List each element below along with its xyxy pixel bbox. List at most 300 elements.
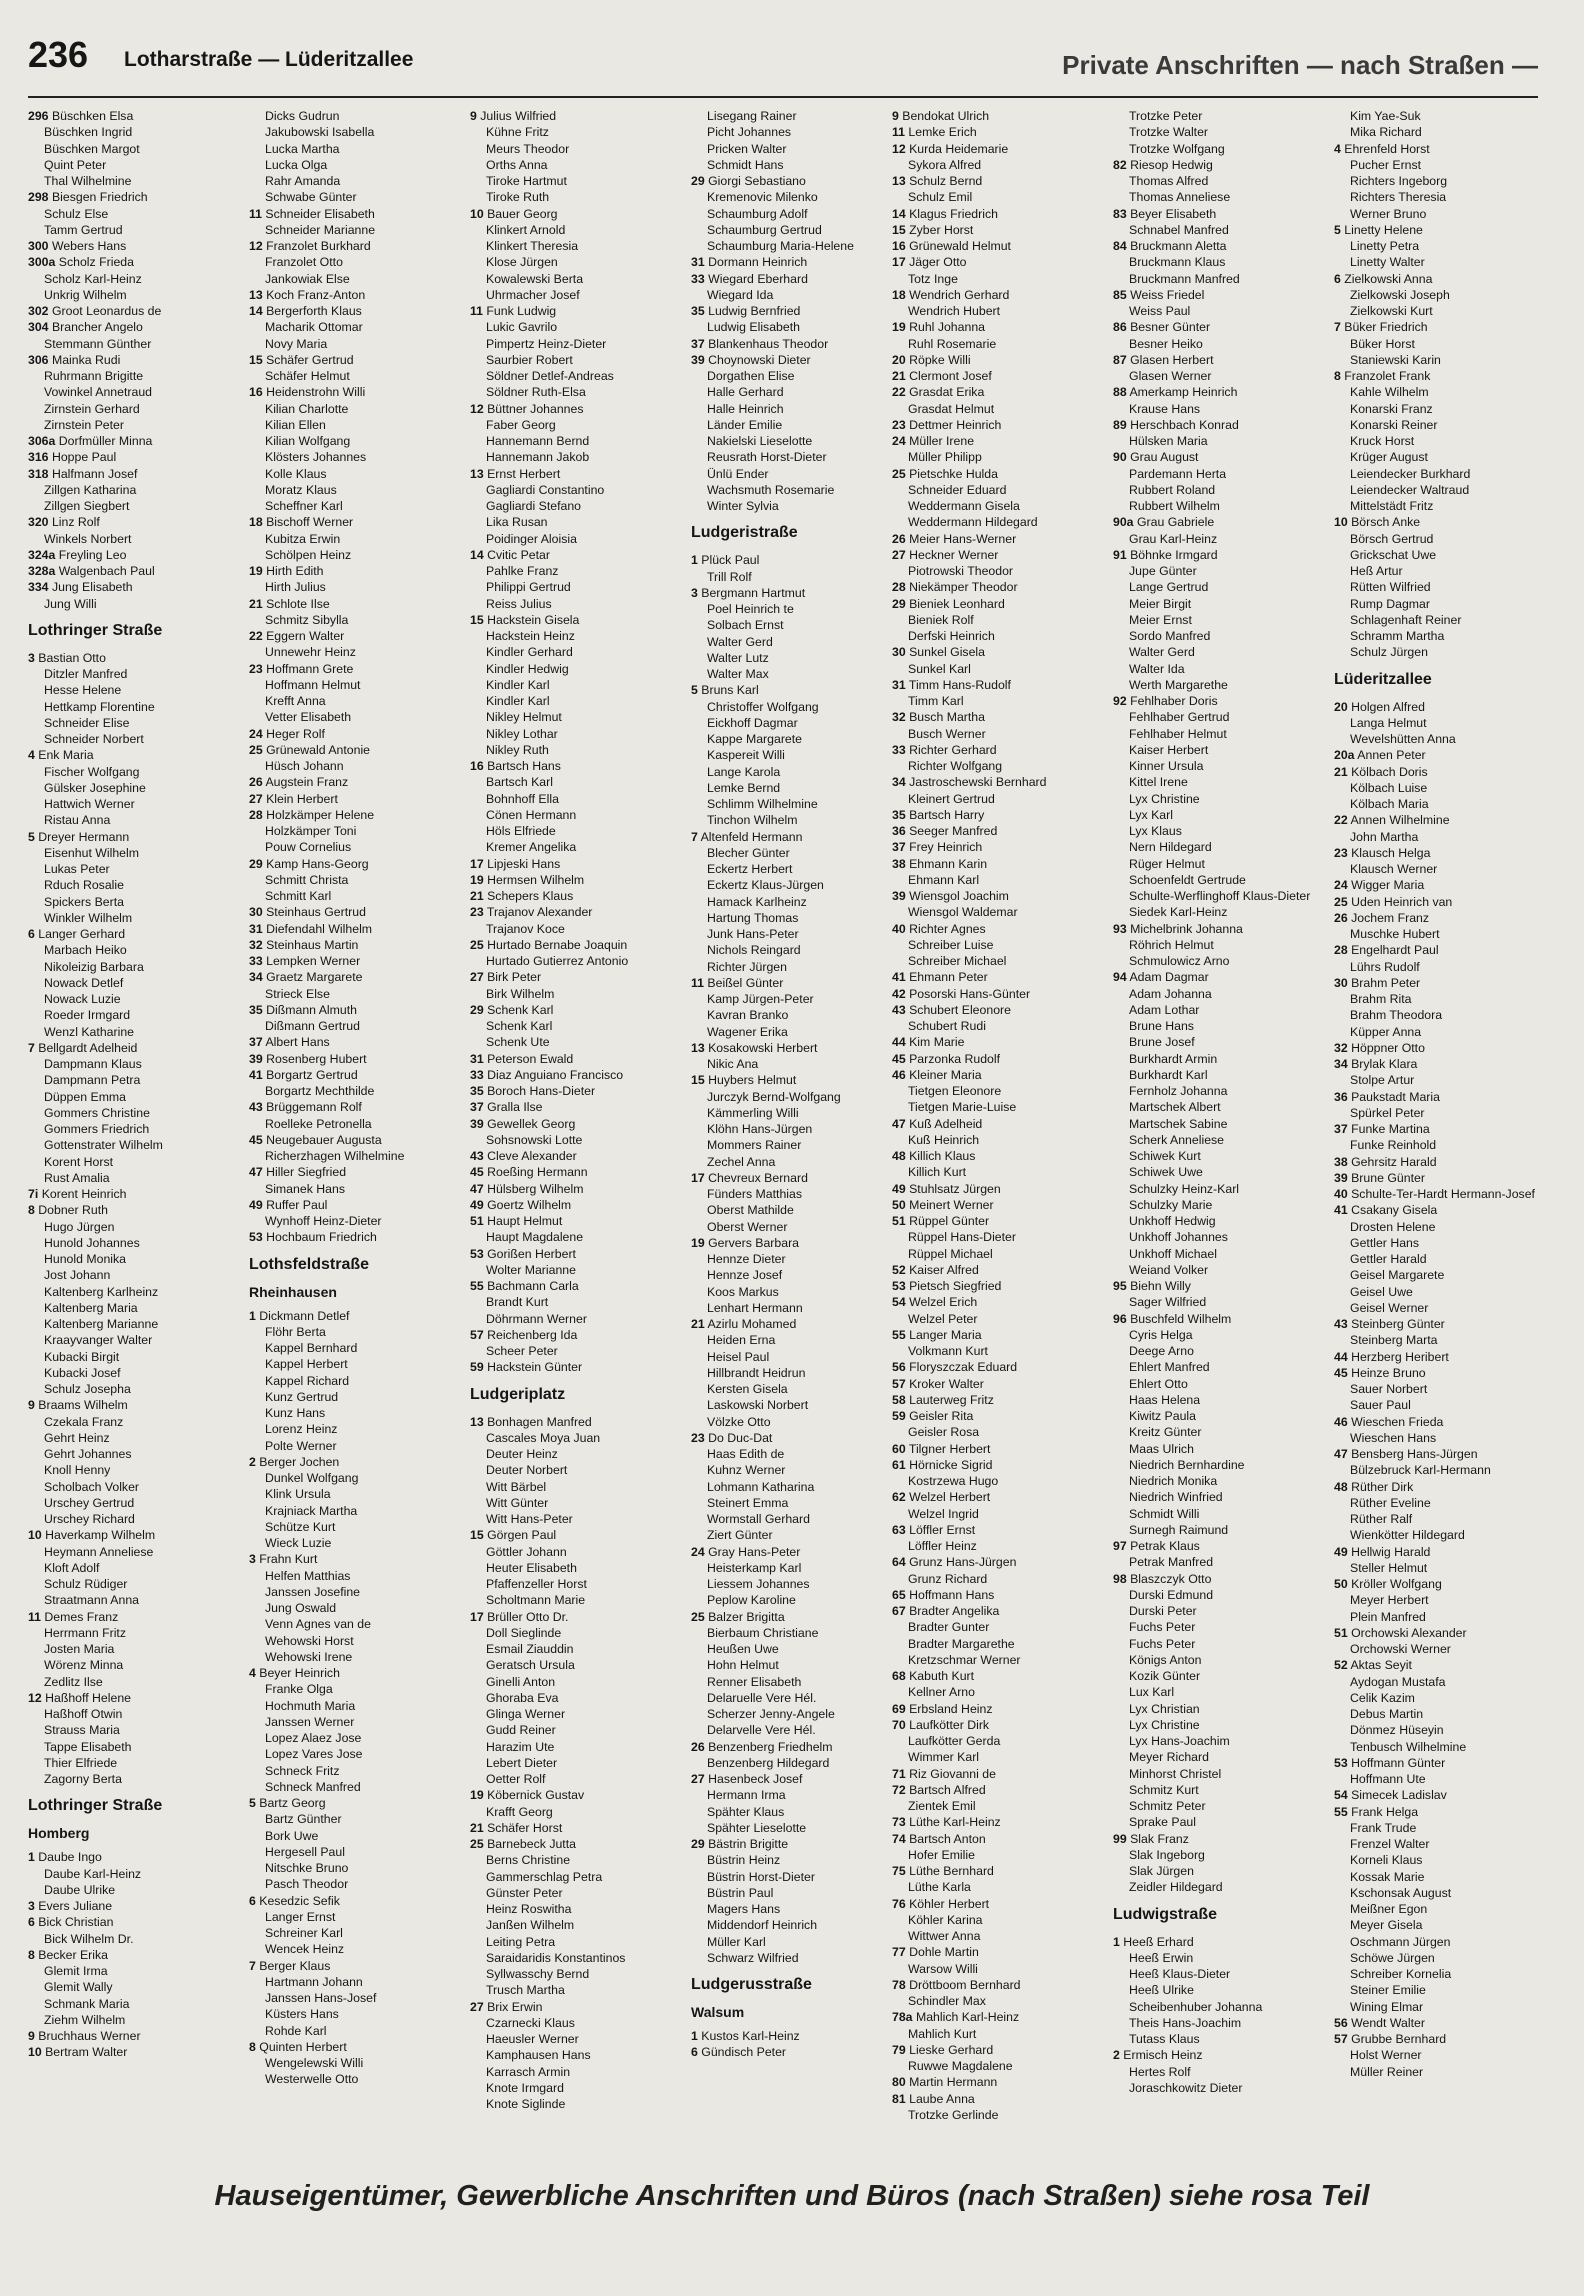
resident-entry <box>1334 1300 1548 1316</box>
house-number: 9 <box>28 2029 35 2043</box>
resident-entry <box>691 1300 906 1316</box>
resident-entry <box>249 1811 464 1827</box>
resident-name: Augstein Franz <box>265 775 349 790</box>
resident-name: Döhrmann Werner <box>486 1311 587 1326</box>
resident-name: Kunz Gertrud <box>265 1389 339 1404</box>
resident-name: Steinberg Günter <box>1351 1317 1445 1331</box>
resident-entry <box>892 1489 1107 1505</box>
house-number: 95 <box>1113 1279 1127 1293</box>
resident-name: Altenfeld Hermann <box>700 829 803 844</box>
house-number: 29 <box>691 174 705 188</box>
resident-entry <box>691 1885 906 1901</box>
resident-entry <box>28 845 243 861</box>
resident-entry <box>470 1002 685 1018</box>
resident-entry <box>691 829 906 845</box>
resident-entry <box>691 1852 906 1868</box>
resident-name: Nikley Helmut <box>486 710 562 725</box>
resident-entry <box>1334 1202 1548 1218</box>
house-number: 302 <box>28 304 49 318</box>
house-number: 24 <box>691 1544 705 1559</box>
house-number: 8 <box>28 1947 35 1962</box>
resident-name: Kuß Heinrich <box>908 1132 980 1147</box>
resident-name: Flöhr Berta <box>265 1324 326 1339</box>
resident-entry <box>470 1755 685 1771</box>
resident-entry <box>28 1056 243 1072</box>
resident-name: Grunz Richard <box>908 1571 988 1586</box>
resident-name: Macharik Ottomar <box>265 320 363 335</box>
house-number: 51 <box>892 1214 906 1228</box>
house-number: 24 <box>249 726 263 741</box>
resident-name: Bergerforth Klaus <box>266 304 362 318</box>
resident-name: Thal Wilhelmine <box>44 174 132 188</box>
resident-entry <box>892 1636 1107 1652</box>
resident-entry <box>249 904 464 920</box>
resident-name: Halle Heinrich <box>707 401 784 416</box>
resident-entry <box>470 1576 685 1592</box>
resident-name: Dreyer Hermann <box>38 829 130 844</box>
resident-entry <box>691 975 906 991</box>
resident-name: Schubert Rudi <box>908 1019 986 1033</box>
resident-entry <box>892 1993 1107 2009</box>
resident-name: Diefendahl Wilhelm <box>266 921 373 936</box>
resident-entry <box>691 861 906 877</box>
resident-entry <box>249 1148 464 1164</box>
resident-name: Kloft Adolf <box>44 1560 100 1575</box>
resident-entry <box>892 271 1107 287</box>
resident-entry <box>470 1018 685 1034</box>
resident-name: Bartsch Anton <box>909 1831 986 1846</box>
resident-name: Evers Juliane <box>38 1899 113 1913</box>
resident-name: Volkmann Kurt <box>908 1344 988 1358</box>
house-number: 59 <box>892 1409 906 1423</box>
resident-name: Lüthe Karl-Heinz <box>909 1815 1001 1830</box>
house-number: 53 <box>892 1279 906 1293</box>
resident-name: Debus Martin <box>1350 1707 1424 1721</box>
resident-entry <box>1334 1739 1548 1755</box>
resident-name: Kölbach Luise <box>1350 780 1428 795</box>
resident-name: Petrak Manfred <box>1129 1555 1214 1570</box>
resident-name: Bastian Otto <box>38 650 106 665</box>
resident-entry <box>1334 1544 1548 1560</box>
resident-entry <box>249 1454 464 1470</box>
house-number: 39 <box>249 1051 263 1066</box>
resident-name: Rüther Eveline <box>1350 1495 1431 1510</box>
resident-entry <box>28 764 243 780</box>
resident-name: Holst Werner <box>1350 2048 1422 2063</box>
resident-entry <box>249 254 464 270</box>
house-number: 24 <box>1334 878 1348 893</box>
house-number: 97 <box>1113 1539 1127 1553</box>
resident-entry <box>470 1657 685 1673</box>
resident-name: Wachsmuth Rosemarie <box>707 482 835 497</box>
directory-column-5 <box>892 108 1107 2168</box>
resident-name: Reiss Julius <box>486 596 552 611</box>
resident-name: Theis Hans-Joachim <box>1129 2015 1242 2030</box>
resident-entry <box>249 482 464 498</box>
resident-entry <box>1334 1170 1548 1186</box>
resident-name: Bartsch Hans <box>487 759 561 773</box>
resident-entry <box>892 1213 1107 1229</box>
resident-name: Jupe Günter <box>1129 564 1197 578</box>
resident-name: Bohnhoff Ella <box>486 791 559 806</box>
resident-name: Wiegard Eberhard <box>708 271 808 286</box>
resident-entry <box>1334 1820 1548 1836</box>
resident-entry <box>470 1278 685 1294</box>
house-number: 4 <box>249 1666 256 1680</box>
resident-entry <box>1334 482 1548 498</box>
resident-entry <box>892 1229 1107 1245</box>
resident-name: Marbach Heiko <box>44 943 127 958</box>
resident-name: Kaltenberg Maria <box>44 1300 138 1315</box>
resident-entry <box>1113 774 1328 790</box>
house-number: 31 <box>892 677 906 692</box>
resident-entry <box>249 141 464 157</box>
house-number: 54 <box>1334 1788 1348 1803</box>
resident-entry <box>470 1966 685 1982</box>
resident-entry <box>892 1912 1107 1928</box>
resident-name: Mika Richard <box>1350 125 1422 140</box>
resident-name: Walter Ida <box>1129 661 1185 676</box>
resident-name: Kleiner Maria <box>909 1067 982 1082</box>
resident-entry <box>249 384 464 400</box>
resident-name: Klose Jürgen <box>486 255 558 270</box>
resident-name: Leiting Petra <box>486 1934 556 1949</box>
resident-entry <box>1113 189 1328 205</box>
house-number: 28 <box>249 807 263 822</box>
resident-name: Riesop Hedwig <box>1130 157 1213 172</box>
resident-entry <box>249 1795 464 1811</box>
resident-name: Christoffer Wolfgang <box>707 699 819 714</box>
directory-column-6 <box>1113 108 1328 2168</box>
resident-entry <box>28 1381 243 1397</box>
resident-entry <box>691 189 906 205</box>
resident-entry <box>470 157 685 173</box>
resident-name: Rüppel Michael <box>908 1246 993 1261</box>
resident-entry <box>28 1609 243 1625</box>
resident-name: Trajanov Koce <box>486 921 565 936</box>
resident-entry <box>249 1925 464 1941</box>
resident-entry <box>892 1961 1107 1977</box>
resident-entry <box>1334 1609 1548 1625</box>
resident-name: Sprake Paul <box>1129 1815 1196 1830</box>
resident-name: Trill Rolf <box>707 569 752 584</box>
house-number: 84 <box>1113 239 1127 253</box>
resident-name: Burkhardt Armin <box>1129 1051 1218 1066</box>
resident-entry <box>1113 612 1328 628</box>
resident-entry <box>470 1592 685 1608</box>
resident-entry <box>28 715 243 731</box>
resident-entry <box>470 1343 685 1359</box>
resident-entry <box>1113 579 1328 595</box>
resident-entry <box>1334 1690 1548 1706</box>
resident-name: Kindler Gerhard <box>486 645 573 660</box>
resident-name: Welzel Ingrid <box>908 1506 979 1521</box>
resident-name: Simanek Hans <box>265 1181 345 1196</box>
resident-entry <box>892 1132 1107 1148</box>
resident-entry <box>691 1576 906 1592</box>
resident-name: Spürkel Peter <box>1350 1105 1425 1120</box>
resident-entry <box>1113 791 1328 807</box>
resident-entry <box>1334 1186 1548 1202</box>
resident-entry <box>470 1462 685 1478</box>
resident-entry <box>691 1495 906 1511</box>
resident-entry <box>1334 254 1548 270</box>
resident-entry <box>470 693 685 709</box>
resident-name: Kilian Charlotte <box>265 401 349 416</box>
resident-entry <box>470 596 685 612</box>
resident-entry <box>1113 498 1328 514</box>
resident-entry <box>892 953 1107 969</box>
resident-entry <box>1334 2047 1548 2063</box>
resident-entry <box>1334 1966 1548 1982</box>
resident-name: Krajniack Martha <box>265 1503 358 1518</box>
resident-name: Kowalewski Berta <box>486 271 584 286</box>
resident-entry <box>249 222 464 238</box>
resident-name: Zielkowski Joseph <box>1350 287 1450 302</box>
resident-name: Warsow Willi <box>908 1961 978 1976</box>
resident-name: Schulz Jürgen <box>1350 645 1428 660</box>
resident-name: Unkhoff Michael <box>1129 1246 1217 1261</box>
resident-entry <box>28 959 243 975</box>
resident-entry <box>28 2028 243 2044</box>
resident-name: Bensberg Hans-Jürgen <box>1351 1447 1478 1461</box>
resident-entry <box>691 173 906 189</box>
resident-name: Dampmann Klaus <box>44 1057 142 1071</box>
resident-name: Adam Lothar <box>1129 1002 1200 1017</box>
resident-entry <box>28 449 243 465</box>
resident-entry <box>249 1665 464 1681</box>
resident-name: Schreiber Kornelia <box>1350 1967 1452 1981</box>
resident-entry <box>1113 1684 1328 1700</box>
resident-entry <box>892 2091 1107 2107</box>
resident-entry <box>1113 1034 1328 1050</box>
directory-column-4 <box>691 108 906 2168</box>
resident-name: Niedrich Monika <box>1129 1474 1218 1488</box>
house-number: 5 <box>28 829 35 844</box>
resident-name: Jäger Otto <box>909 255 967 270</box>
resident-name: Dohle Martin <box>909 1945 979 1960</box>
resident-name: Dorgathen Elise <box>707 369 795 383</box>
resident-entry <box>1334 1527 1548 1543</box>
resident-entry <box>892 1376 1107 1392</box>
resident-entry <box>1334 141 1548 157</box>
house-number: 68 <box>892 1669 906 1683</box>
resident-name: Hillbrandt Heidrun <box>707 1365 806 1380</box>
resident-entry <box>892 758 1107 774</box>
resident-entry <box>470 628 685 644</box>
resident-name: Haßhoff Otwin <box>44 1707 123 1721</box>
resident-entry <box>1334 715 1548 731</box>
resident-name: Grasdat Erika <box>909 385 985 400</box>
house-number: 72 <box>892 1782 906 1797</box>
resident-entry <box>691 1787 906 1803</box>
house-number: 8 <box>249 2039 256 2054</box>
resident-entry <box>249 661 464 677</box>
resident-entry <box>470 1430 685 1446</box>
resident-name: Trotzke Walter <box>1129 125 1209 140</box>
resident-entry <box>249 612 464 628</box>
resident-entry <box>249 1405 464 1421</box>
resident-name: Wörenz Minna <box>44 1658 124 1673</box>
house-number: 10 <box>28 1528 42 1543</box>
resident-name: Düppen Emma <box>44 1089 127 1104</box>
house-number: 25 <box>470 937 484 952</box>
resident-name: Becker Erika <box>38 1947 108 1962</box>
resident-name: Werner Bruno <box>1350 206 1427 221</box>
house-number: 11 <box>691 975 704 990</box>
resident-entry <box>892 1538 1107 1554</box>
resident-name: Kilian Ellen <box>265 417 326 432</box>
resident-entry <box>1113 1278 1328 1294</box>
resident-name: Fuchs Peter <box>1129 1620 1196 1635</box>
resident-name: Groot Leonardus de <box>51 304 162 318</box>
resident-name: Bellgardt Adelheid <box>38 1040 138 1055</box>
resident-entry <box>249 1132 464 1148</box>
resident-entry <box>249 693 464 709</box>
resident-entry <box>28 1866 243 1882</box>
resident-name: Bartsch Alfred <box>909 1782 986 1797</box>
resident-entry <box>1334 731 1548 747</box>
resident-entry <box>470 1609 685 1625</box>
resident-entry <box>470 124 685 140</box>
resident-name: Jung Oswald <box>265 1601 337 1615</box>
resident-entry <box>470 791 685 807</box>
resident-entry <box>28 780 243 796</box>
resident-entry <box>28 1706 243 1722</box>
resident-entry <box>1113 1619 1328 1635</box>
resident-entry <box>1334 319 1548 335</box>
resident-name: Bick Christian <box>38 1915 114 1930</box>
resident-name: Rump Dagmar <box>1350 596 1430 611</box>
resident-entry <box>1113 921 1328 937</box>
resident-name: Gommers Christine <box>44 1105 150 1120</box>
resident-entry <box>1334 206 1548 222</box>
resident-entry <box>28 666 243 682</box>
resident-entry <box>691 959 906 975</box>
house-number: 38 <box>892 856 906 871</box>
resident-name: Lika Rusan <box>486 515 548 530</box>
resident-name: Timm Karl <box>908 694 964 708</box>
resident-name: Lemke Erich <box>908 125 977 140</box>
house-number: 3 <box>249 1552 256 1567</box>
resident-name: Schmulowicz Arno <box>1129 954 1230 968</box>
house-number: 12 <box>249 239 263 253</box>
resident-name: Lyx Christine <box>1129 791 1200 806</box>
resident-entry <box>249 596 464 612</box>
resident-entry <box>28 731 243 747</box>
resident-name: Börsch Anke <box>1351 515 1421 530</box>
house-number: 41 <box>1334 1203 1348 1218</box>
resident-name: Hackstein Günter <box>487 1360 583 1375</box>
resident-entry <box>892 1164 1107 1180</box>
resident-name: Kozik Günter <box>1129 1669 1201 1683</box>
resident-entry <box>28 926 243 942</box>
resident-entry <box>892 401 1107 417</box>
resident-name: Linetty Petra <box>1350 239 1420 253</box>
resident-name: Ziehm Wilhelm <box>44 2012 126 2027</box>
resident-entry <box>470 1327 685 1343</box>
resident-name: Westerwelle Otto <box>265 2072 359 2087</box>
house-number: 60 <box>892 1441 906 1456</box>
resident-entry <box>1113 596 1328 612</box>
house-number: 83 <box>1113 206 1127 221</box>
resident-name: Steinberg Marta <box>1350 1333 1438 1348</box>
resident-entry <box>470 1690 685 1706</box>
resident-entry <box>470 433 685 449</box>
resident-entry <box>470 1625 685 1641</box>
resident-entry <box>28 1849 243 1865</box>
resident-name: Schulz Emil <box>908 190 973 205</box>
resident-name: Schulz Bernd <box>909 174 983 188</box>
resident-name: Bruchhaus Werner <box>38 2029 141 2043</box>
resident-entry <box>691 1154 906 1170</box>
resident-name: Aktas Seyit <box>1350 1658 1412 1673</box>
resident-name: Hörnicke Sigrid <box>909 1457 993 1472</box>
resident-entry <box>470 921 685 937</box>
resident-entry <box>1334 1235 1548 1251</box>
house-number: 31 <box>470 1051 484 1066</box>
house-number: 29 <box>249 856 263 871</box>
resident-name: Heinz Roswitha <box>486 1902 572 1916</box>
resident-entry <box>892 1441 1107 1457</box>
resident-entry <box>892 644 1107 660</box>
resident-entry <box>691 254 906 270</box>
resident-name: Besner Heiko <box>1129 336 1203 351</box>
house-number: 30 <box>1334 975 1348 990</box>
house-number: 1 <box>691 2029 698 2043</box>
resident-name: Länder Emilie <box>707 417 783 432</box>
resident-name: Klein Herbert <box>266 791 338 806</box>
resident-entry <box>1113 2080 1328 2096</box>
resident-entry <box>470 254 685 270</box>
resident-entry <box>1113 449 1328 465</box>
resident-name: Wenzl Katharine <box>44 1024 134 1039</box>
resident-name: Herrmann Fritz <box>44 1625 126 1640</box>
resident-name: Pouw Cornelius <box>265 840 352 855</box>
resident-entry <box>28 514 243 530</box>
resident-entry <box>892 1034 1107 1050</box>
resident-name: Schmitz Sibylla <box>265 612 349 627</box>
resident-name: Hackstein Heinz <box>486 629 575 643</box>
resident-entry <box>249 823 464 839</box>
resident-entry <box>470 1479 685 1495</box>
resident-name: Büstrin Heinz <box>707 1853 781 1868</box>
resident-name: Görgen Paul <box>487 1528 557 1543</box>
resident-entry <box>1113 1424 1328 1440</box>
resident-entry <box>470 1181 685 1197</box>
resident-entry <box>691 1722 906 1738</box>
resident-name: Zirnstein Peter <box>44 417 124 432</box>
resident-entry <box>470 612 685 628</box>
resident-name: Quinten Herbert <box>259 2039 347 2054</box>
resident-entry <box>1334 368 1548 384</box>
house-number: 15 <box>470 1528 484 1543</box>
resident-entry <box>28 1089 243 1105</box>
resident-entry <box>28 254 243 270</box>
resident-entry <box>28 1739 243 1755</box>
resident-name: Brancher Angelo <box>51 320 143 335</box>
resident-entry <box>892 1944 1107 1960</box>
resident-entry <box>28 1365 243 1381</box>
resident-name: Orchowski Alexander <box>1351 1625 1467 1640</box>
resident-entry <box>470 1706 685 1722</box>
resident-entry <box>892 498 1107 514</box>
resident-name: Kaiser Herbert <box>1129 742 1209 757</box>
resident-name: Kolle Klaus <box>265 466 327 481</box>
resident-name: Geisel Werner <box>1350 1300 1429 1315</box>
resident-entry <box>1113 856 1328 872</box>
resident-name: Faber Georg <box>486 417 556 432</box>
